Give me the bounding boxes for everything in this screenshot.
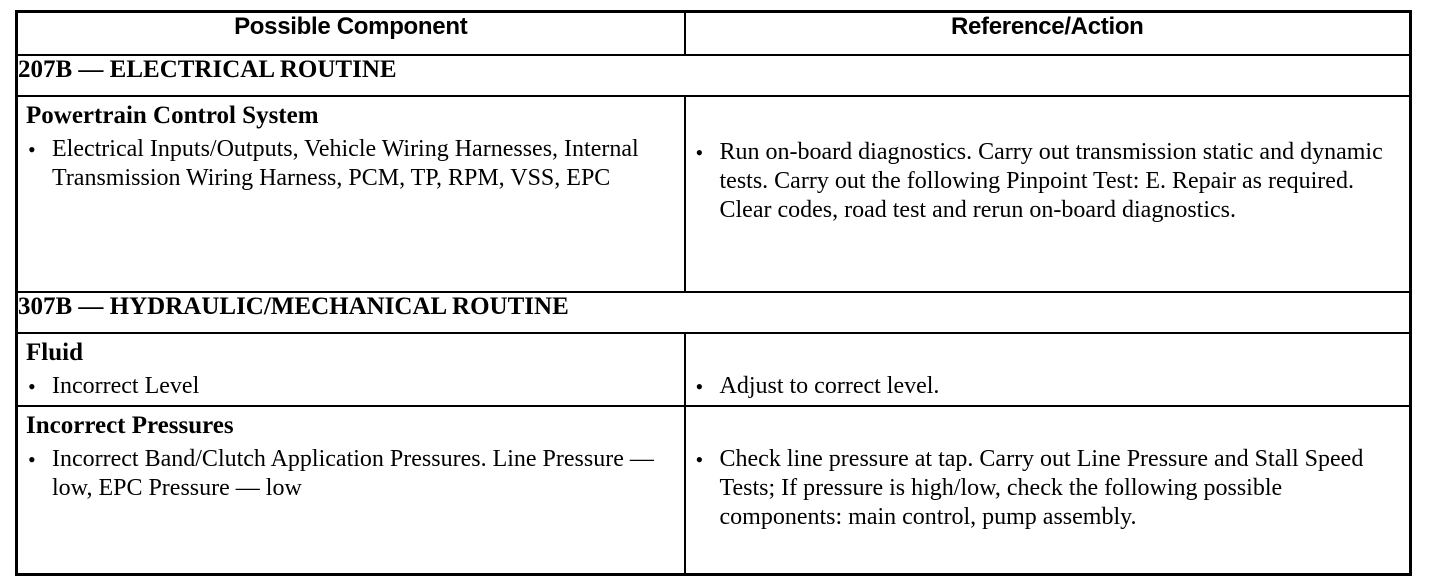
component-bullet-text: Electrical Inputs/Outputs, Vehicle Wiring Harnesses, Internal Transmission Wiring Harness, PCM, TP, RPM, VSS, EPC <box>52 136 639 192</box>
component-cell <box>17 406 685 575</box>
bullet-icon: • <box>28 137 36 163</box>
bullet-icon: • <box>695 140 704 166</box>
bullet-icon: • <box>695 446 704 472</box>
component-bullet-item <box>26 372 676 401</box>
bullet-icon: • <box>28 446 36 472</box>
section-title-electrical: 207B — ELECTRICAL ROUTINE <box>17 55 1411 96</box>
diagnostic-table <box>15 10 1412 576</box>
action-bullet-item <box>694 372 1402 401</box>
component-title: Powertrain Control System <box>26 102 319 130</box>
table-row <box>17 333 1411 405</box>
bullet-icon: • <box>28 374 36 400</box>
action-cell <box>685 406 1411 575</box>
header-reference-action: Reference/Action <box>685 12 1411 56</box>
section-row-electrical <box>17 55 1411 96</box>
table-row <box>17 406 1411 575</box>
action-bullet-item <box>694 445 1402 532</box>
component-bullet-item <box>26 135 676 193</box>
bullet-icon: • <box>695 374 704 400</box>
component-bullet-text: Incorrect Band/Clutch Application Pressures. Line Pressure — low, EPC Pressure — low <box>52 445 654 501</box>
component-cell <box>17 333 685 405</box>
component-bullet-text: Incorrect Level <box>52 373 200 400</box>
action-cell <box>685 333 1411 405</box>
action-bullet-item <box>694 138 1402 225</box>
action-bullet-text: Run on-board diagnostics. Carry out transmission static and dynamic tests. Carry out the following Pinpoint Test: E. Repair as required. Clear codes, road test and rerun on-board diagnostics. <box>719 139 1383 224</box>
component-cell <box>17 96 685 292</box>
component-bullet-item <box>26 445 676 503</box>
header-possible-component: Possible Component <box>17 12 685 56</box>
section-title-hydraulic: 307B — HYDRAULIC/MECHANICAL ROUTINE <box>17 292 1411 333</box>
component-title: Incorrect Pressures <box>26 411 234 439</box>
component-title: Fluid <box>26 339 83 367</box>
table-row <box>17 96 1411 292</box>
action-bullet-text: Adjust to correct level. <box>719 373 940 400</box>
action-cell <box>685 96 1411 292</box>
header-row <box>17 12 1411 56</box>
action-bullet-text: Check line pressure at tap. Carry out Line Pressure and Stall Speed Tests; If pressure is high/low, check the following possible components: main control, pump assembly. <box>719 445 1364 530</box>
section-row-hydraulic <box>17 292 1411 333</box>
